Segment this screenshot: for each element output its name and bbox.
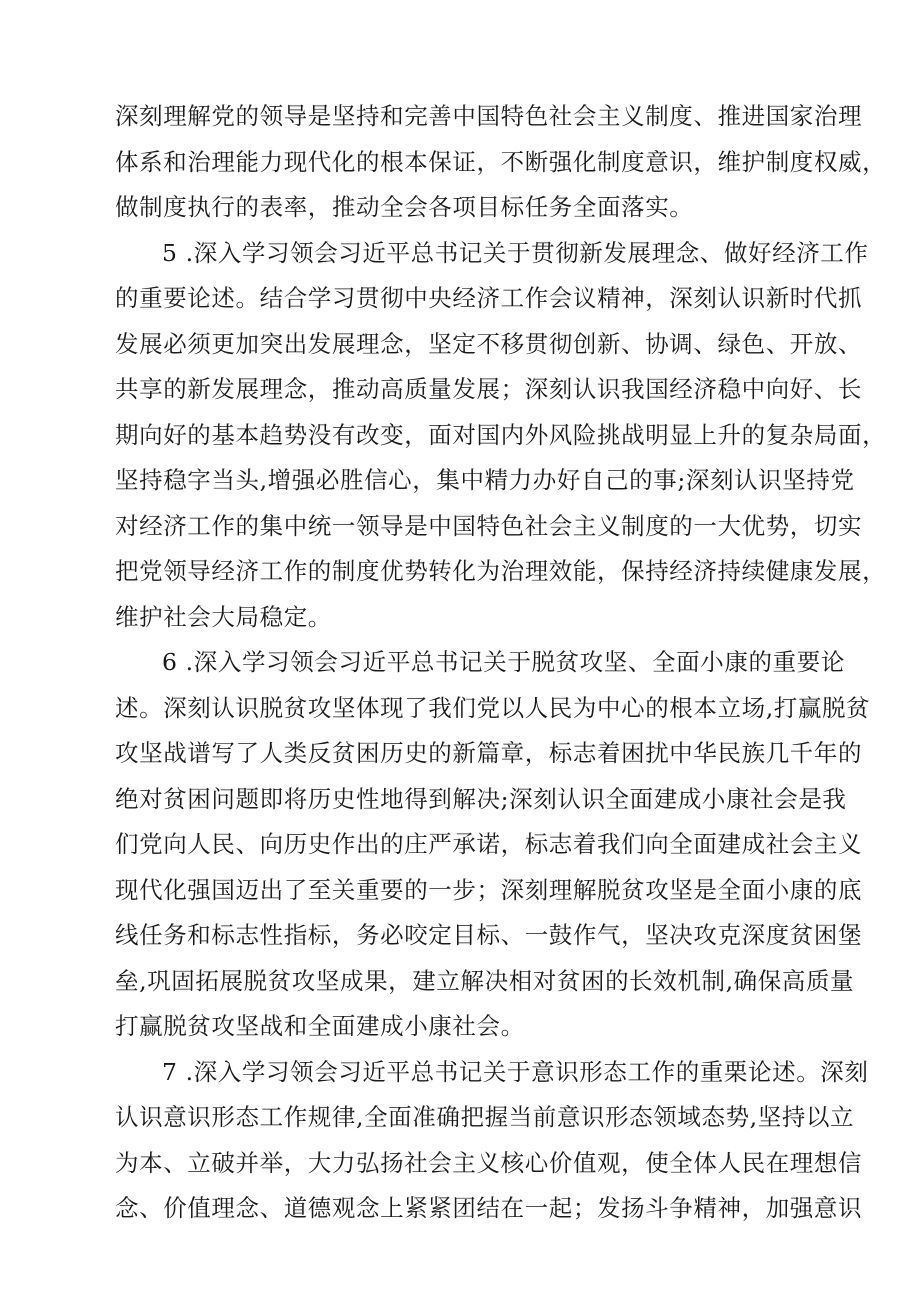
text-line: 体系和治理能力现代化的根本保证，不断强化制度意识，维护制度权威，	[115, 147, 887, 176]
text-line: 深刻理解党的领导是坚持和完善中国特色社会主义制度、推进国家治理	[115, 102, 863, 130]
text-line: 的重要论述。结合学习贯彻中央经济工作会议精神，深刻认识新时代抓	[115, 284, 863, 312]
text-line: 述。深刻认识脱贫攻坚体现了我们党以人民为中心的根本立场,打赢脱贫	[115, 693, 871, 722]
text-line: 对经济工作的集中统一领导是中国特色社会主义制度的一大优势，切实	[115, 511, 863, 540]
paragraph-6	[115, 640, 871, 1050]
text-line: 绝对贫困问题即将历史性地得到解决;深刻认识全面建成小康社会是我	[115, 784, 847, 813]
document-body	[115, 94, 887, 1232]
text-line: 攻坚战谱写了人类反贫困历史的新篇章，标志着困扰中华民族几千年的	[115, 739, 863, 767]
text-line: 线任务和标志性指标，务必咬定目标、一鼓作气，坚决攻克深度贫困堡	[115, 921, 863, 949]
text-line: 打赢脱贫攻坚战和全面建成小康社会。	[115, 1012, 525, 1040]
text-line: 发展必须更加突出发展理念，坚定不移贯彻创新、协调、绿色、开放、	[115, 329, 863, 358]
text-line: 坚持稳字当头,增强必胜信心，集中精力办好自己的事;深刻认识坚持党	[115, 466, 855, 494]
text-line: 把党领导经济工作的制度优势转化为治理效能，保持经济持续健康发展，	[115, 557, 887, 585]
text-line: 5 .深入学习领会习近平总书记关于贯彻新发展理念、做好经济工作	[162, 238, 869, 267]
text-line: 垒,巩固拓展脱贫攻坚成果，建立解决相对贫困的长效机制,确保高质量	[115, 966, 855, 995]
text-line: 期向好的基本趋势没有改变，面对国内外风险挑战明显上升的复杂局面，	[115, 420, 887, 449]
text-line: 维护社会大局稳定。	[115, 602, 332, 631]
text-line: 们党向人民、向历史作出的庄严承诺，标志着我们向全面建成社会主义	[115, 830, 863, 858]
paragraph-continued	[115, 94, 887, 231]
text-line: 7 .深入学习领会习近平总书记关于意识形态工作的重栗论述。深刻	[162, 1057, 869, 1086]
text-line: 为本、立破并举，大力弘扬社会主义核心价值观，使全体人民在理想信	[115, 1148, 863, 1177]
text-line: 现代化强国迈出了至关重要的一步；深刻理解脱贫攻坚是全面小康的底	[115, 875, 863, 904]
paragraph-5	[115, 231, 887, 641]
text-line: 念、价值理念、道德观念上紧紧团结在一起；发扬斗争精神，加强意识	[115, 1194, 863, 1222]
paragraph-7	[115, 1050, 869, 1232]
text-line: 6 .深入学习领会习近平总书记关于脱贫攻坚、全面小康的重要论	[162, 648, 845, 676]
text-line: 做制度执行的表率，推动全会各项目标任务全面落实。	[115, 193, 694, 221]
text-line: 认识意识形态工作规律,全面准确把握当前意识形态领域态势,坚持以立	[115, 1103, 855, 1131]
text-line: 共享的新发展理念，推动高质量发展；深刻认识我国经济稳中向好、长	[115, 375, 863, 403]
